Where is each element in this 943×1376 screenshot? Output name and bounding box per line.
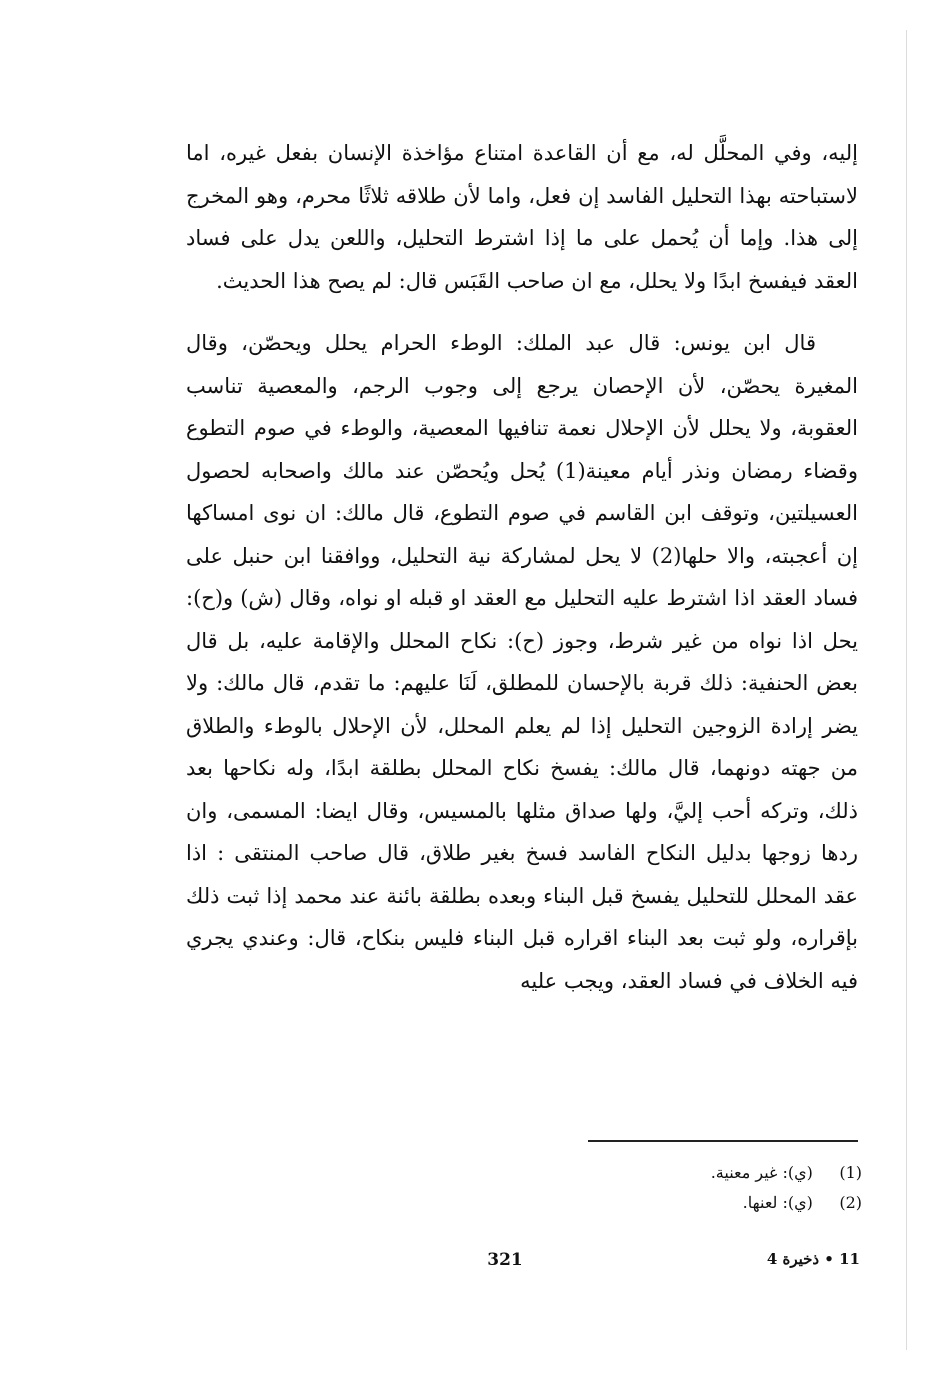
paragraph-1: إليه، وفي المحلَّل له، مع أن القاعدة امتناع مؤاخذة الإنسان بفعل غيره، اما لاستباحته بهذا التحليل الفاسد إن فعل، واما لأن طلاقه ثلاثًا محرم، وهو المخرج إلى هذا. وإما أن يُحمل على ما إذا اشترط التحليل، واللعن يدل على فساد العقد فيفسخ ابدًا ولا يحلل، مع ان صاحب القَبَس قال: لم يصح هذا الحديث.	[186, 141, 859, 293]
paragraph-2: قال ابن يونس: قال عبد الملك: الوطء الحرام يحلل ويحصّن، وقال المغيرة يحصّن، لأن الإحصان يرجع إلى وجوب الرجم، والمعصية تناسب العقوبة، ولا يحلل لأن الإحلال نعمة تنافيها المعصية، والوطء في صوم التطوع وقضاء رمضان ونذر أيام معينة(1) يُحل ويُحصّن عند مالك واصحابه لحصول العسيلتين، وتوقف ابن القاسم في صوم التطوع، قال مالك: ان نوى امساكها إن أعجبته، والا حلها(2) لا يحل لمشاركة نية التحليل، ووافقنا ابن حنبل على فساد العقد اذا اشترط عليه التحليل مع العقد او قبله او نواه، وقال (ش) و(ح): يحل اذا نواه من غير شرط، وجوز (ح): نكاح المحلل والإقامة عليه، بل قال بعض الحنفية: ذلك قربة بالإحسان للمطلق، لَنَا عليهم: ما تقدم، قال مالك: ولا يضر إرادة الزوجين التحليل إذا لم يعلم المحلل، لأن الإحلال بالوطء والطلاق من جهته دونهما، قال مالك: يفسخ نكاح المحلل بطلقة ابدًا، وله نكاحها بعد ذلك، وتركه أحب إليَّ، ولها صداق مثلها بالمسيس، وقال ايضا: المسمى، وان ردها زوجها بدليل النكاح الفاسد فسخ بغير طلاق، قال صاحب المنتقى : اذا عقد المحلل للتحليل يفسخ قبل البناء وبعده بطلقة بائنة عند محمد إذا ثبت ذلك بإقراره، ولو ثبت بعد البناء اقراره قبل البناء فليس بنكاح، قال: وعندي يجري فيه الخلاف في فساد العقد، ويجب عليه	[186, 331, 858, 993]
footnote-separator	[588, 1140, 858, 1142]
footnote-2-text: (ي): لعنها.	[742, 1193, 813, 1212]
footnote-1-text: (ي): غير معنية.	[710, 1163, 813, 1182]
footnote-2-number: (2)	[839, 1193, 862, 1212]
page-edge-line	[906, 30, 907, 1350]
main-text	[186, 132, 858, 1002]
printer-signature: 11 • ذخيرة 4	[766, 1250, 860, 1268]
page-number: 321	[487, 1250, 523, 1270]
footnotes	[500, 1158, 862, 1218]
footnote-1	[500, 1158, 862, 1188]
footnote-2	[500, 1188, 862, 1218]
footnote-1-number: (1)	[839, 1163, 862, 1182]
